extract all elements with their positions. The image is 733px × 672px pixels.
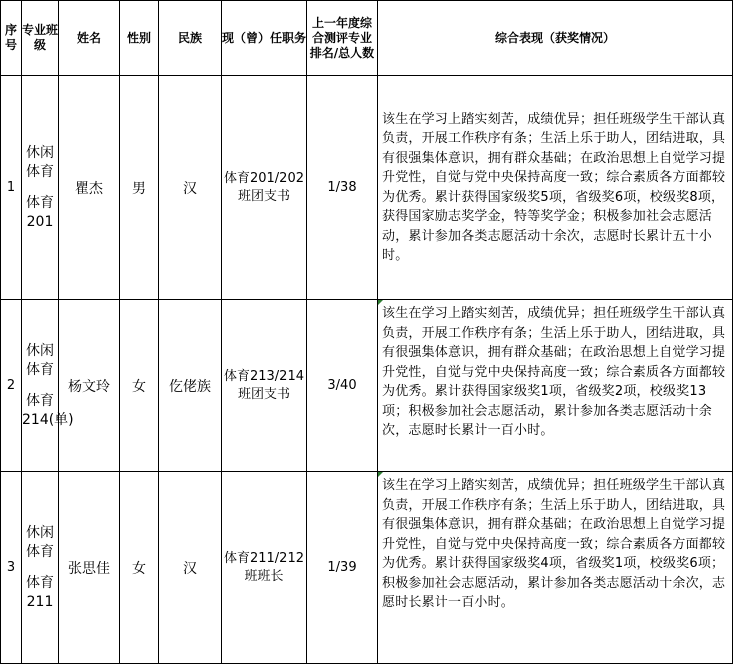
gender-cell: 女 (120, 472, 159, 664)
header-performance: 综合表现（获奖情况） (378, 1, 733, 76)
gender-cell: 男 (120, 76, 159, 300)
performance-text: 该生在学习上踏实刻苦，成绩优异；担任班级学生干部认真负责，开展工作秩序有条；生活上乐于助人，团结进取，具有很强集体意识，拥有群众基础；在政治思想上自觉学习提升党性，自觉与党中央保持高度一致；综合素质各方面都较为优秀。累计获得国家级奖1项，省级奖2项，校级奖13项；积极参加社会志愿活动，累计参加各类志愿活动十余次，志愿时长累计一百小时。 (382, 306, 726, 438)
class-name: 体育214(单) (22, 392, 74, 428)
position-cell: 体育211/212班班长 (222, 472, 307, 664)
header-seq: 序号 (1, 1, 22, 76)
name-cell: 瞿杰 (59, 76, 120, 300)
header-class: 专业班级 (22, 1, 59, 76)
class-major: 休闲体育 (26, 342, 54, 378)
class-major: 休闲体育 (26, 144, 54, 180)
header-gender: 性别 (120, 1, 159, 76)
class-name: 体育211 (26, 574, 54, 610)
class-cell (22, 472, 59, 664)
seq-cell: 3 (1, 472, 22, 664)
header-name: 姓名 (59, 1, 120, 76)
class-cell (22, 76, 59, 300)
class-name: 体育201 (26, 194, 54, 230)
rank-cell: 1/39 (307, 472, 378, 664)
performance-cell: 该生在学习上踏实刻苦，成绩优异；担任班级学生干部认真负责，开展工作秩序有条；生活上乐于助人，团结进取，具有很强集体意识，拥有群众基础；在政治思想上自觉学习提升党性，自觉与党中央保持高度一致；综合素质各方面都较为优秀。累计获得国家级奖5项，省级奖6项，校级奖8项，获得国家励志奖学金，特等奖学金；积极参加社会志愿活动，累计参加各类志愿活动十余次，志愿时长累计五十小时。 (378, 76, 733, 300)
header-position: 现（曾）任职务 (222, 1, 307, 76)
table-row (1, 300, 733, 472)
rank-cell: 1/38 (307, 76, 378, 300)
table-row (1, 76, 733, 300)
comment-marker-icon (378, 472, 383, 477)
comment-marker-icon (378, 300, 383, 305)
performance-cell (378, 472, 733, 664)
rank-cell: 3/40 (307, 300, 378, 472)
table-row (1, 472, 733, 664)
performance-cell (378, 300, 733, 472)
position-cell: 体育201/202班团支书 (222, 76, 307, 300)
position-cell: 体育213/214班团支书 (222, 300, 307, 472)
class-cell (22, 300, 74, 472)
ethnicity-cell: 汉 (159, 472, 222, 664)
header-rank: 上一年度综合测评专业排名/总人数 (307, 1, 378, 76)
performance-text: 该生在学习上踏实刻苦，成绩优异；担任班级学生干部认真负责，开展工作秩序有条；生活上乐于助人，团结进取，具有很强集体意识，拥有群众基础；在政治思想上自觉学习提升党性，自觉与党中央保持高度一致；综合素质各方面都较为优秀。累计获得国家级奖4项，省级奖1项，校级奖6项；积极参加社会志愿活动，累计参加各类志愿活动十余次，志愿时长累计一百小时。 (382, 478, 726, 610)
gender-cell: 女 (120, 300, 159, 472)
ethnicity-cell: 仡佬族 (159, 300, 222, 472)
class-major: 休闲体育 (26, 524, 54, 560)
header-ethnicity: 民族 (159, 1, 222, 76)
name-cell: 杨文玲 (59, 300, 120, 472)
seq-cell: 1 (1, 76, 22, 300)
seq-cell: 2 (1, 300, 22, 472)
name-cell: 张思佳 (59, 472, 120, 664)
header-row (1, 1, 733, 76)
ethnicity-cell: 汉 (159, 76, 222, 300)
